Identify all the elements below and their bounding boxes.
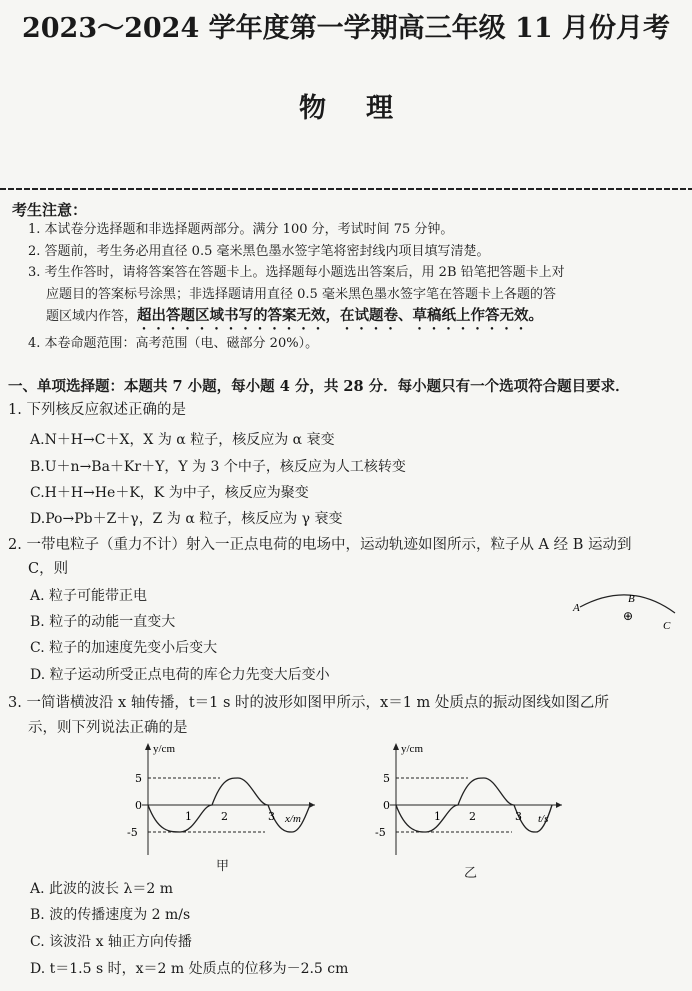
q1-b-label: B. bbox=[30, 459, 45, 475]
x-tick-3: 3 bbox=[268, 810, 275, 823]
q3-option-b: B. 波的传播速度为 2 m/s bbox=[30, 907, 191, 923]
q1-a-label: A. bbox=[30, 432, 45, 448]
notice-text: 题区域内作答， bbox=[46, 309, 138, 324]
q3-stem-line1: 3. 一简谐横波沿 x 轴传播，t＝1 s 时的波形如图甲所示，x＝1 m 处质点的振动图线如图乙所 bbox=[8, 695, 609, 711]
q1-b-desc: ，Y 为 3 个中子，核反应为人工核转变 bbox=[164, 459, 406, 475]
t-tick-1: 1 bbox=[434, 810, 441, 823]
q1-c-eq: H＋H→He＋K bbox=[44, 485, 140, 501]
q2-option-c: C. 粒子的加速度先变小后变大 bbox=[30, 640, 218, 656]
q1-c-label: C. bbox=[30, 485, 45, 501]
positive-charge-icon: ⊕ bbox=[623, 609, 634, 623]
wave-figure-yi bbox=[372, 740, 572, 860]
t-axis-label: t/s bbox=[538, 813, 549, 825]
caption-yi: 乙 bbox=[464, 866, 478, 881]
notice-title: 考生注意： bbox=[12, 201, 88, 219]
q3-option-d: D. t＝1.5 s 时，x＝2 m 处质点的位移为－2.5 cm bbox=[30, 961, 349, 977]
notice-list bbox=[28, 219, 678, 355]
q1-option-b bbox=[30, 456, 406, 476]
y-tick-neg5: -5 bbox=[375, 826, 386, 839]
y-axis-label: y/cm bbox=[153, 743, 175, 755]
q1-a-desc: ，X 为 α 粒子，核反应为 α 衰变 bbox=[129, 432, 335, 448]
q1-option-a bbox=[30, 429, 335, 449]
y-axis-label: y/cm bbox=[401, 743, 423, 755]
caption-jia: 甲 bbox=[216, 859, 230, 874]
trajectory-figure bbox=[570, 585, 680, 635]
q1-d-desc: ，Z 为 α 粒子，核反应为 γ 衰变 bbox=[138, 511, 343, 527]
x-tick-2: 2 bbox=[221, 810, 228, 823]
x-axis-label: x/m bbox=[285, 813, 301, 825]
notice-item: 2. 答题前，考生务必用直径 0.5 毫米黑色墨水签字笔将密封线内项目填写清楚。 bbox=[28, 243, 490, 259]
q3-option-c: C. 该波沿 x 轴正方向传播 bbox=[30, 934, 192, 950]
notice-item: 1. 本试卷分选择题和非选择题两部分。满分 100 分，考试时间 75 分钟。 bbox=[28, 222, 454, 237]
notice-item: 应题目的答案标号涂黑；非选择题请用直径 0.5 毫米黑色墨水签字笔在答题卡上各题的答 bbox=[46, 286, 556, 302]
q2-stem-line2: C，则 bbox=[28, 561, 69, 577]
y-tick-neg5: -5 bbox=[127, 826, 138, 839]
q1-stem: 1. 下列核反应叙述正确的是 bbox=[8, 402, 186, 418]
section-heading: 一、单项选择题：本题共 7 小题，每小题 4 分，共 28 分．每小题只有一个选项符合题目要求． bbox=[8, 378, 630, 395]
notice-item bbox=[28, 305, 678, 333]
q1-a-eq: N＋H→C＋X bbox=[44, 432, 130, 448]
q2-option-a: A. 粒子可能带正电 bbox=[30, 588, 148, 604]
label-b: B bbox=[628, 593, 635, 605]
q1-option-d bbox=[30, 508, 343, 528]
y-tick-0: 0 bbox=[135, 799, 142, 812]
divider-line bbox=[0, 186, 692, 192]
y-tick-5: 5 bbox=[135, 772, 142, 785]
q1-b-eq: U＋n→Ba＋Kr＋Y bbox=[44, 459, 165, 475]
q1-d-eq: Po→Pb＋Z＋γ bbox=[45, 511, 139, 527]
q3-option-a: A. 此波的波长 λ＝2 m bbox=[30, 881, 173, 897]
wave-figure-jia bbox=[120, 740, 320, 860]
q1-option-c bbox=[30, 482, 309, 502]
q2-option-b: B. 粒子的动能一直变大 bbox=[30, 614, 176, 630]
subject-title: 物理 bbox=[299, 93, 433, 124]
t-tick-3: 3 bbox=[515, 810, 522, 823]
notice-item: 3. 考生作答时，请将答案答在答题卡上。选择题每小题选出答案后，用 2B 铅笔把答题卡上对 bbox=[28, 265, 565, 280]
notice-item: 4. 本卷命题范围：高考范围（电、磁部分 20%）。 bbox=[28, 336, 319, 351]
y-tick-0: 0 bbox=[383, 799, 390, 812]
t-tick-2: 2 bbox=[469, 810, 476, 823]
label-c: C bbox=[663, 620, 671, 632]
y-tick-5: 5 bbox=[383, 772, 390, 785]
q2-stem-line1: 2. 一带电粒子（重力不计）射入一正点电荷的电场中，运动轨迹如图所示，粒子从 A 经 B 运动到 bbox=[8, 537, 632, 553]
exam-title: 2023～2024 学年度第一学期高三年级 11 月份月考 bbox=[21, 13, 671, 44]
q1-c-desc: ，K 为中子，核反应为聚变 bbox=[139, 485, 309, 501]
notice-emphasis: 超出答题区域书写的答案无效，在试题卷、草稿纸上作答无效。 bbox=[137, 307, 544, 324]
label-a: A bbox=[573, 602, 580, 614]
q1-d-label: D. bbox=[30, 511, 46, 527]
q3-stem-line2: 示，则下列说法正确的是 bbox=[28, 720, 188, 736]
q2-option-d: D. 粒子运动所受正点电荷的库仑力先变大后变小 bbox=[30, 667, 330, 683]
x-tick-1: 1 bbox=[185, 810, 192, 823]
